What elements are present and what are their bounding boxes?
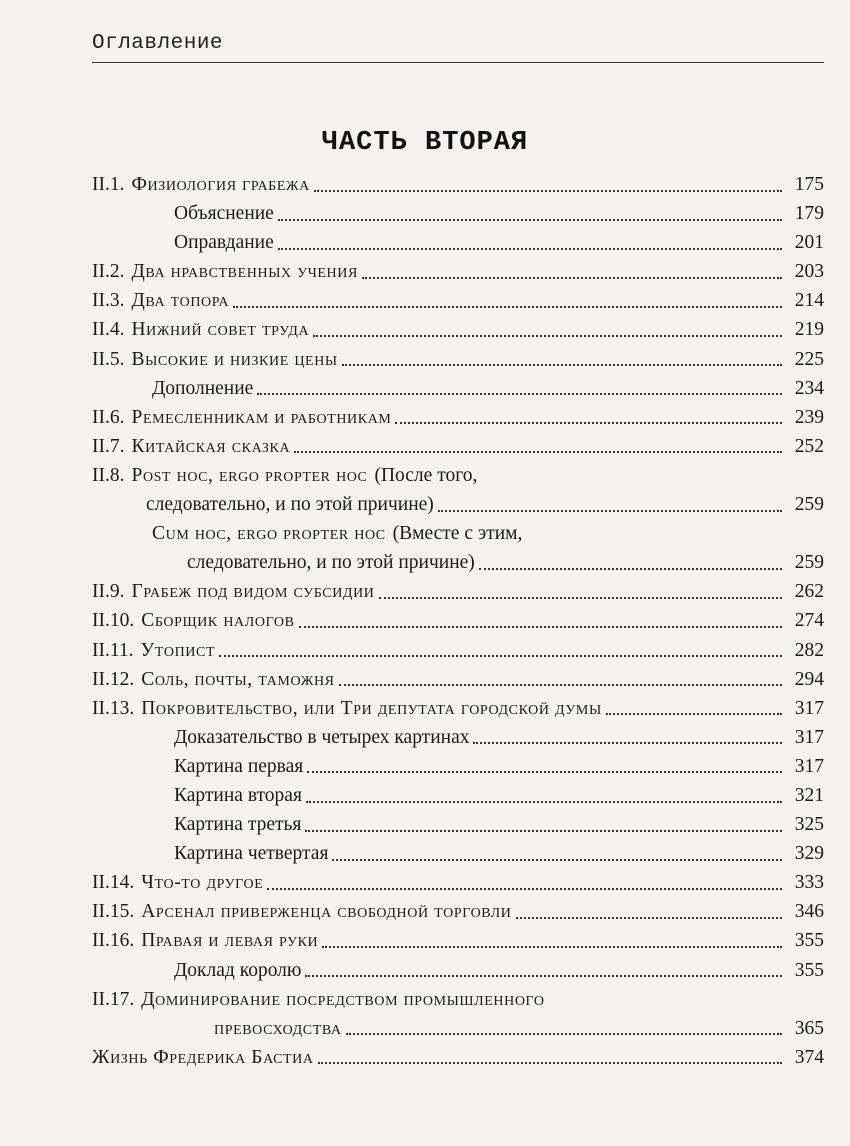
toc-entry[interactable]: [92, 956, 824, 985]
toc-entry[interactable]: [92, 403, 824, 432]
toc-number: II.12.: [92, 668, 135, 690]
toc-page: 325: [794, 814, 824, 836]
dot-leader: [479, 568, 782, 570]
toc-title: Что-то другое: [141, 872, 264, 894]
toc-entry-continuation[interactable]: [92, 548, 824, 577]
toc-entry[interactable]: [92, 170, 824, 199]
toc-page: 234: [794, 377, 824, 399]
toc-page: 252: [794, 435, 824, 457]
toc-title-suffix: (После того,: [374, 464, 478, 486]
table-of-contents: [92, 170, 824, 1072]
toc-page: 333: [794, 872, 824, 894]
toc-title: Соль, почты, таможня: [141, 668, 335, 690]
toc-entry[interactable]: [92, 345, 824, 374]
toc-page: 175: [794, 174, 824, 195]
toc-entry[interactable]: [92, 665, 824, 694]
toc-title: Доминирование посредством промышленного: [141, 988, 545, 1010]
toc-entry[interactable]: [92, 315, 824, 344]
toc-page: 259: [794, 552, 824, 574]
dot-leader: [362, 277, 782, 279]
dot-leader: [379, 597, 783, 599]
toc-number: II.11.: [92, 639, 134, 661]
dot-leader: [313, 335, 782, 337]
toc-title: следовательно, и по этой причине): [146, 494, 434, 516]
dot-leader: [346, 1033, 782, 1035]
toc-title: Утопист: [140, 639, 216, 661]
toc-page: 317: [794, 755, 824, 777]
toc-entry[interactable]: [92, 432, 824, 461]
toc-title: Картина вторая: [174, 784, 302, 806]
toc-title: Высокие и низкие цены: [131, 348, 338, 370]
toc-title: Cum hoc, ergo propter hoc: [152, 523, 386, 545]
toc-title: следовательно, и по этой причине): [187, 552, 475, 574]
toc-title: Оправдание: [174, 232, 274, 254]
dot-leader: [606, 713, 782, 715]
toc-entry[interactable]: [92, 257, 824, 286]
toc-entry[interactable]: [92, 519, 824, 548]
dot-leader: [342, 364, 782, 366]
toc-page: 201: [794, 232, 824, 254]
toc-title: Картина четвертая: [174, 843, 329, 865]
toc-entry[interactable]: [92, 723, 824, 752]
toc-number: II.15.: [92, 901, 135, 923]
dot-leader: [516, 917, 783, 919]
toc-title: Китайская сказка: [131, 435, 291, 457]
toc-number: II.14.: [92, 872, 135, 894]
toc-page: 259: [794, 494, 824, 516]
toc-page: 179: [794, 203, 824, 225]
header-rule: [92, 62, 824, 63]
toc-page: 203: [794, 261, 824, 283]
toc-page: 239: [794, 406, 824, 428]
toc-number: II.16.: [92, 930, 135, 952]
toc-entry[interactable]: [92, 839, 824, 868]
toc-title: Арсенал приверженца свободной торговли: [141, 901, 512, 923]
toc-title: Два нравственных учения: [131, 261, 358, 283]
part-title: ЧАСТЬ ВТОРАЯ: [321, 128, 529, 158]
toc-entry[interactable]: [92, 286, 824, 315]
dot-leader: [322, 946, 782, 948]
toc-title-suffix: (Вместе с этим,: [392, 523, 523, 545]
dot-leader: [395, 422, 782, 424]
toc-title: Ремесленникам и работникам: [131, 406, 392, 428]
dot-leader: [438, 510, 782, 512]
toc-entry-continuation[interactable]: [92, 1014, 824, 1043]
toc-title: Покровительство, или Три депутата городской думы: [141, 697, 602, 719]
toc-page: 274: [794, 610, 824, 632]
toc-page: 262: [794, 581, 824, 603]
dot-leader: [305, 830, 782, 832]
toc-page: 365: [794, 1017, 824, 1039]
toc-entry[interactable]: [92, 752, 824, 781]
toc-entry[interactable]: [92, 868, 824, 897]
toc-entry[interactable]: [92, 461, 824, 490]
dot-leader: [294, 451, 782, 453]
toc-page: 282: [794, 639, 824, 661]
toc-number: II.5.: [92, 348, 125, 370]
dot-leader: [473, 742, 782, 744]
toc-page: 294: [794, 668, 824, 690]
toc-page: 346: [794, 901, 824, 923]
toc-page: 219: [794, 319, 824, 341]
dot-leader: [219, 655, 782, 657]
toc-number: II.3.: [92, 290, 125, 312]
toc-title: Доклад королю: [174, 959, 302, 981]
toc-number: II.17.: [92, 988, 135, 1010]
toc-title: Дополнение: [152, 377, 254, 399]
toc-number: II.8.: [92, 464, 125, 486]
toc-entry[interactable]: [92, 926, 824, 955]
toc-page: 321: [794, 784, 824, 806]
dot-leader: [339, 684, 782, 686]
toc-number: II.1.: [92, 174, 125, 195]
toc-number: II.4.: [92, 319, 125, 341]
toc-page: 317: [794, 726, 824, 748]
dot-leader: [318, 1062, 782, 1064]
toc-number: II.10.: [92, 610, 135, 632]
toc-title: Жизнь Фредерика Бастиа: [92, 1046, 314, 1068]
dot-leader: [299, 626, 782, 628]
toc-entry[interactable]: [92, 606, 824, 635]
toc-title: Правая и левая руки: [141, 930, 319, 952]
toc-page: 355: [794, 930, 824, 952]
toc-title: Нижний совет труда: [131, 319, 310, 341]
toc-title: Картина первая: [174, 755, 304, 777]
toc-title: превосходства: [214, 1017, 342, 1039]
toc-page: 225: [794, 348, 824, 370]
toc-entry[interactable]: [92, 985, 824, 1014]
dot-leader: [332, 859, 782, 861]
toc-entry[interactable]: [92, 897, 824, 926]
running-head: Оглавление: [92, 32, 224, 55]
toc-number: II.7.: [92, 435, 125, 457]
toc-entry[interactable]: [92, 577, 824, 606]
toc-page: 355: [794, 959, 824, 981]
dot-leader: [306, 801, 782, 803]
toc-entry[interactable]: [92, 810, 824, 839]
dot-leader: [267, 888, 782, 890]
toc-page: 317: [794, 697, 824, 719]
dot-leader: [257, 393, 782, 395]
toc-title: Объяснение: [174, 203, 274, 225]
toc-title: Post hoc, ergo propter hoc: [131, 464, 368, 486]
dot-leader: [305, 975, 782, 977]
toc-title: Грабеж под видом субсидии: [131, 581, 375, 603]
toc-entry[interactable]: [92, 199, 824, 228]
toc-title: Физиология грабежа: [131, 174, 310, 195]
toc-number: II.2.: [92, 261, 125, 283]
dot-leader: [278, 248, 782, 250]
toc-entry-continuation[interactable]: [92, 490, 824, 519]
toc-page: 214: [794, 290, 824, 312]
toc-entry[interactable]: [92, 228, 824, 257]
dot-leader: [314, 190, 782, 192]
toc-entry[interactable]: [92, 636, 824, 665]
toc-number: II.9.: [92, 581, 125, 603]
toc-entry[interactable]: [92, 1043, 824, 1072]
toc-title: Два топора: [131, 290, 230, 312]
toc-entry[interactable]: [92, 374, 824, 403]
toc-entry[interactable]: [92, 781, 824, 810]
toc-page: 329: [794, 843, 824, 865]
dot-leader: [278, 219, 782, 221]
toc-number: II.13.: [92, 697, 135, 719]
toc-title: Картина третья: [174, 814, 302, 836]
dot-leader: [307, 771, 782, 773]
toc-title: Доказательство в четырех картинах: [174, 726, 470, 748]
dot-leader: [233, 306, 782, 308]
toc-title: Сборщик налогов: [141, 610, 295, 632]
toc-page: 374: [794, 1046, 824, 1068]
toc-entry[interactable]: [92, 694, 824, 723]
toc-number: II.6.: [92, 406, 125, 428]
